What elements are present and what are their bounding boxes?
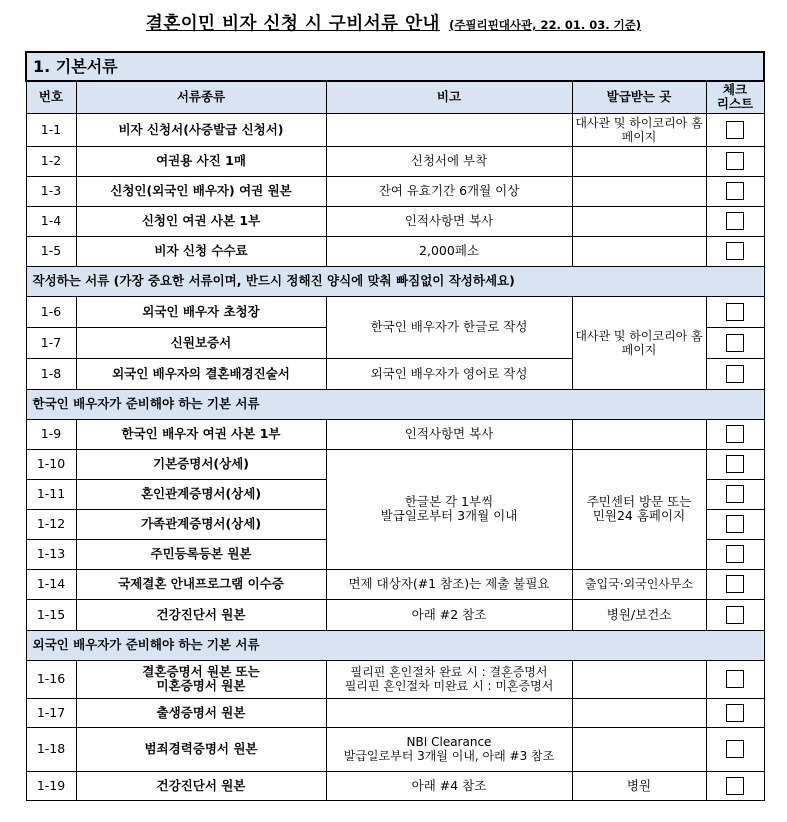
title-main: 결혼이민 비자 신청 시 구비서류 안내 xyxy=(145,14,440,34)
remark: 2,000페소 xyxy=(326,236,572,266)
checkbox[interactable] xyxy=(726,670,744,688)
row-number: 1-7 xyxy=(26,327,76,358)
header-row xyxy=(26,81,764,113)
checklist-cell xyxy=(706,698,764,727)
table-row xyxy=(26,296,764,327)
checklist-cell xyxy=(706,327,764,358)
row-number: 1-6 xyxy=(26,296,76,327)
checklist-cell xyxy=(706,236,764,266)
document-name: 국제결혼 안내프로그램 이수증 xyxy=(76,569,326,599)
remark xyxy=(326,660,572,698)
checkbox[interactable] xyxy=(726,740,744,758)
checklist-cell xyxy=(706,176,764,206)
table-row xyxy=(26,727,764,771)
remark: 면제 대상자(#1 참조)는 제출 불필요 xyxy=(326,569,572,599)
checklist-cell xyxy=(706,539,764,569)
issuer xyxy=(572,698,706,727)
row-number: 1-8 xyxy=(26,358,76,389)
table-row xyxy=(26,146,764,176)
remark-line2: 필리핀 혼인절차 미완료 시 : 미혼증명서 xyxy=(344,679,554,693)
table-row xyxy=(26,698,764,727)
checkbox[interactable] xyxy=(726,425,744,443)
document-name: 건강진단서 원본 xyxy=(76,771,326,800)
checkbox[interactable] xyxy=(726,182,744,200)
checklist-cell xyxy=(706,569,764,599)
document-name: 혼인관계증명서(상세) xyxy=(76,479,326,509)
row-number: 1-19 xyxy=(26,771,76,800)
document-name: 범죄경력증명서 원본 xyxy=(76,727,326,771)
document-name xyxy=(76,660,326,698)
checklist-cell xyxy=(706,479,764,509)
document-name: 외국인 배우자의 결혼배경진술서 xyxy=(76,358,326,389)
issuer-line1: 주민센터 방문 또는 xyxy=(586,494,692,509)
row-number: 1-4 xyxy=(26,206,76,236)
checkbox[interactable] xyxy=(726,575,744,593)
remark xyxy=(326,727,572,771)
document-name: 신청인 여권 사본 1부 xyxy=(76,206,326,236)
document-name: 외국인 배우자 초청장 xyxy=(76,296,326,327)
remark-line2: 발급일로부터 3개월 이내 xyxy=(380,508,518,523)
issuer: 출입국·외국인사무소 xyxy=(572,569,706,599)
group-row xyxy=(26,389,764,419)
checklist-cell xyxy=(706,296,764,327)
issuer xyxy=(572,449,706,569)
checkbox[interactable] xyxy=(726,303,744,321)
document-name: 한국인 배우자 여권 사본 1부 xyxy=(76,419,326,449)
checkbox[interactable] xyxy=(726,545,744,563)
row-number: 1-9 xyxy=(26,419,76,449)
document-name: 여권용 사진 1매 xyxy=(76,146,326,176)
checkbox[interactable] xyxy=(726,485,744,503)
remark-line1: NBI Clearance xyxy=(406,735,492,749)
document-name: 출생증명서 원본 xyxy=(76,698,326,727)
row-number: 1-13 xyxy=(26,539,76,569)
checkbox[interactable] xyxy=(726,334,744,352)
row-number: 1-18 xyxy=(26,727,76,771)
document-name: 비자 신청 수수료 xyxy=(76,236,326,266)
issuer xyxy=(572,419,706,449)
row-number: 1-5 xyxy=(26,236,76,266)
table-row xyxy=(26,176,764,206)
table-row xyxy=(26,599,764,630)
document-name: 신청인(외국인 배우자) 여권 원본 xyxy=(76,176,326,206)
table-row xyxy=(26,236,764,266)
table-row xyxy=(26,419,764,449)
checkbox[interactable] xyxy=(726,455,744,473)
row-number: 1-14 xyxy=(26,569,76,599)
section-row xyxy=(26,52,764,81)
checklist-cell xyxy=(706,449,764,479)
issuer: 대사관 및 하이코리아 홈페이지 xyxy=(572,296,706,389)
document-name: 비자 신청서(사증발급 신청서) xyxy=(76,113,326,146)
checklist-cell xyxy=(706,660,764,698)
remark-line1: 한글본 각 1부씩 xyxy=(404,494,494,509)
remark: 인적사항면 복사 xyxy=(326,419,572,449)
checklist-cell xyxy=(706,206,764,236)
remark-line1: 필리핀 혼인절차 완료 시 : 결혼증명서 xyxy=(350,665,548,679)
checklist-cell xyxy=(706,599,764,630)
document-title xyxy=(0,10,787,35)
remark: 아래 #2 참조 xyxy=(326,599,572,630)
group-row xyxy=(26,266,764,296)
remark-line2: 발급일로부터 3개월 이내, 아래 #3 참조 xyxy=(343,749,555,763)
checklist-cell xyxy=(706,358,764,389)
row-number: 1-10 xyxy=(26,449,76,479)
header-number: 번호 xyxy=(26,81,76,113)
document-name: 건강진단서 원본 xyxy=(76,599,326,630)
table-row xyxy=(26,206,764,236)
documents-table xyxy=(25,51,765,801)
remark xyxy=(326,113,572,146)
row-number: 1-17 xyxy=(26,698,76,727)
document-name-line2: 미혼증명서 원본 xyxy=(156,678,246,693)
row-number: 1-12 xyxy=(26,509,76,539)
issuer: 병원/보건소 xyxy=(572,599,706,630)
header-checklist-line2: 리스트 xyxy=(716,96,754,112)
remark xyxy=(326,449,572,569)
header-checklist-line1: 체크 xyxy=(722,82,748,98)
checklist-cell xyxy=(706,419,764,449)
row-number: 1-15 xyxy=(26,599,76,630)
checkbox[interactable] xyxy=(726,121,744,139)
checklist-cell xyxy=(706,509,764,539)
remark: 신청서에 부착 xyxy=(326,146,572,176)
checklist-cell xyxy=(706,771,764,800)
checkbox[interactable] xyxy=(726,704,744,722)
issuer: 병원 xyxy=(572,771,706,800)
group-foreign-spouse: 외국인 배우자가 준비해야 하는 기본 서류 xyxy=(26,630,764,660)
issuer xyxy=(572,176,706,206)
remark: 아래 #4 참조 xyxy=(326,771,572,800)
issuer xyxy=(572,206,706,236)
issuer: 대사관 및 하이코리아 홈페이지 xyxy=(572,113,706,146)
group-korean-spouse: 한국인 배우자가 준비해야 하는 기본 서류 xyxy=(26,389,764,419)
document-name: 가족관계증명서(상세) xyxy=(76,509,326,539)
document-name: 기본증명서(상세) xyxy=(76,449,326,479)
header-remarks: 비고 xyxy=(326,81,572,113)
row-number: 1-3 xyxy=(26,176,76,206)
issuer xyxy=(572,236,706,266)
table-row xyxy=(26,113,764,146)
checkbox[interactable] xyxy=(726,515,744,533)
checklist-cell xyxy=(706,146,764,176)
row-number: 1-16 xyxy=(26,660,76,698)
checkbox[interactable] xyxy=(726,606,744,624)
row-number: 1-2 xyxy=(26,146,76,176)
issuer xyxy=(572,146,706,176)
remark: 잔여 유효기간 6개월 이상 xyxy=(326,176,572,206)
row-number: 1-11 xyxy=(26,479,76,509)
issuer xyxy=(572,660,706,698)
checklist-cell xyxy=(706,113,764,146)
remark: 인적사항면 복사 xyxy=(326,206,572,236)
table-row xyxy=(26,771,764,800)
table-row xyxy=(26,660,764,698)
document-name-line1: 결혼증명서 원본 또는 xyxy=(142,664,260,679)
checkbox[interactable] xyxy=(726,242,744,260)
checkbox[interactable] xyxy=(726,212,744,230)
row-number: 1-1 xyxy=(26,113,76,146)
group-write-documents: 작성하는 서류 (가장 중요한 서류이며, 반드시 정해진 양식에 맞춰 빠짐없이 작성하세요) xyxy=(26,266,764,296)
checkbox[interactable] xyxy=(726,365,744,383)
document-name: 신원보증서 xyxy=(76,327,326,358)
checklist-cell xyxy=(706,727,764,771)
remark xyxy=(326,698,572,727)
table-row xyxy=(26,449,764,479)
group-row xyxy=(26,630,764,660)
table-row xyxy=(26,569,764,599)
header-doc-type: 서류종류 xyxy=(76,81,326,113)
checkbox[interactable] xyxy=(726,777,744,795)
header-issuer: 발급받는 곳 xyxy=(572,81,706,113)
remark: 한국인 배우자가 한글로 작성 xyxy=(326,296,572,358)
issuer xyxy=(572,727,706,771)
title-subtitle: (주필리핀대사관, 22. 01. 03. 기준) xyxy=(449,18,642,32)
section-title: 1. 기본서류 xyxy=(26,52,764,81)
document-name: 주민등록등본 원본 xyxy=(76,539,326,569)
remark: 외국인 배우자가 영어로 작성 xyxy=(326,358,572,389)
checkbox[interactable] xyxy=(726,152,744,170)
header-checklist xyxy=(706,81,764,113)
issuer-line2: 민원24 홈페이지 xyxy=(592,508,686,523)
